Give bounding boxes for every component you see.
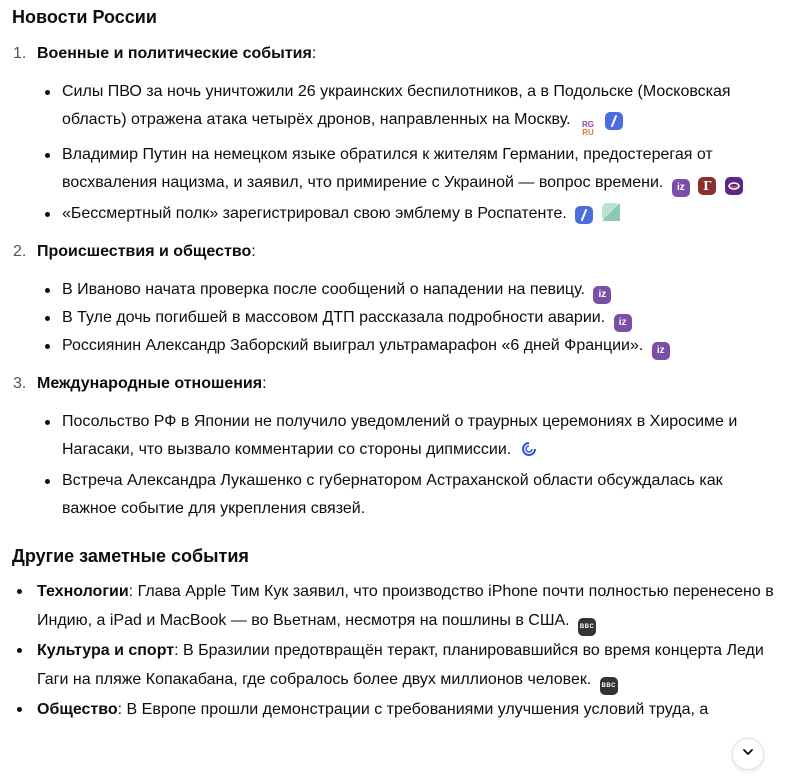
section-number: 3. xyxy=(13,375,27,392)
section-item: 1. Военные и политические события: Силы ПВО за ночь уничтожили 26 украинских беспилотников, а в Подольске (Московская область) отражена атака четырёх дронов, направленных на Москву. RG RU Владимир Путин на немецком языке обратился к жителям Германии, предостерегая от восхваления нацизма, и заявил, что примирение с Украиной — вопрос времени. iz Г «Бессмертный полк» зарегистрировал свою эмблему в Роспатенте. xyxy=(12,40,776,228)
item-text: В Иваново начата проверка после сообщений о нападении на певицу. xyxy=(62,281,585,298)
section-items xyxy=(37,78,776,228)
inosmi-icon[interactable] xyxy=(520,440,538,458)
heading-other-events: Другие заметные события xyxy=(12,546,249,566)
list-item xyxy=(37,467,776,523)
list-item xyxy=(37,200,776,228)
item-text: Встреча Александра Лукашенко с губернатором Астраханской области обсуждалась как важное событие для укрепления связей. xyxy=(62,472,723,517)
rt-icon[interactable] xyxy=(725,177,743,195)
item-text: Посольство РФ в Японии не получило уведомлений о траурных церемониях в Хиросиме и Нагасаки, что вызвало комментарии со стороны дипмиссии. xyxy=(62,413,738,458)
section-title: Происшествия и общество xyxy=(37,243,252,260)
item-text: «Бессмертный полк» зарегистрировал свою эмблему в Роспатенте. xyxy=(62,205,567,222)
item-text: Владимир Путин на немецком языке обратился к жителям Германии, предостерегая от восхваления нацизма, и заявил, что примирение с Украиной — вопрос времени. xyxy=(62,146,713,191)
iz-icon[interactable]: iz xyxy=(672,179,690,197)
section-number: 1. xyxy=(13,45,27,62)
rg-ru-icon[interactable]: RG RU xyxy=(579,120,597,138)
bbc-icon[interactable]: BBC xyxy=(578,618,596,636)
list-item xyxy=(37,304,776,332)
item-label: Культура и спорт xyxy=(37,642,175,659)
item-text: : В Бразилии предотвращён теракт, планировавшийся во время концерта Леди Гаги на пляже Копакабана, где собралось более двух миллионов человек. xyxy=(37,642,764,688)
list-item xyxy=(37,332,776,360)
gazeta-icon[interactable]: Г xyxy=(698,177,716,195)
scroll-to-bottom-button[interactable] xyxy=(732,738,764,770)
iz-icon[interactable]: iz xyxy=(614,314,632,332)
tass-icon[interactable] xyxy=(605,112,623,130)
item-text: : Глава Apple Тим Кук заявил, что производство iPhone почти полностью перенесено в Индию, а iPad и MacBook — во Вьетнам, несмотря на пошлины в США. xyxy=(37,583,774,629)
section-items xyxy=(37,408,776,523)
green-source-icon[interactable] xyxy=(602,203,620,221)
heading-russia-news: Новости России xyxy=(12,7,157,27)
list-item xyxy=(37,276,776,304)
list-item xyxy=(12,695,776,724)
list-item xyxy=(37,78,776,138)
iz-icon[interactable]: iz xyxy=(652,342,670,360)
item-label: Технологии xyxy=(37,583,129,600)
section-item: 2. Происшествия и общество: В Иваново начата проверка после сообщений о нападении на певицу. iz В Туле дочь погибшей в массовом ДТП рассказала подробности аварии. iz Россиянин Александр Заборский выиграл ультрамарафон «6 дней Франции». iz xyxy=(12,238,776,360)
list-item xyxy=(37,408,776,464)
list-item xyxy=(37,141,776,197)
list-item xyxy=(12,636,776,695)
tass-icon[interactable] xyxy=(575,206,593,224)
section-items xyxy=(37,276,776,360)
iz-icon[interactable]: iz xyxy=(593,286,611,304)
section-title: Международные отношения xyxy=(37,375,263,392)
item-text: Силы ПВО за ночь уничтожили 26 украинских беспилотников, а в Подольске (Московская область) отражена атака четырёх дронов, направленных на Москву. xyxy=(62,83,731,128)
section-number: 2. xyxy=(13,243,27,260)
sections-list xyxy=(12,40,776,523)
item-label: Общество xyxy=(37,701,118,718)
item-text: : В Европе прошли демонстрации с требованиями улучшения условий труда, а xyxy=(117,701,709,718)
section-item: 3. Международные отношения: Посольство РФ в Японии не получило уведомлений о траурных церемониях в Хиросиме и Нагасаки, что вызвало комментарии со стороны дипмиссии. Встреча Александра Лукашенко с губернатором Астраханской области обсуждалась как важное событие для укрепления связей. xyxy=(12,370,776,523)
chevron-down-icon xyxy=(741,745,755,764)
item-text: В Туле дочь погибшей в массовом ДТП рассказала подробности аварии. xyxy=(62,309,606,326)
bbc-icon[interactable]: BBC xyxy=(600,677,618,695)
item-text: Россиянин Александр Заборский выиграл ультрамарафон «6 дней Франции». xyxy=(62,337,644,354)
section-title: Военные и политические события xyxy=(37,45,312,62)
list-item xyxy=(12,577,776,636)
other-events-list xyxy=(12,577,776,724)
